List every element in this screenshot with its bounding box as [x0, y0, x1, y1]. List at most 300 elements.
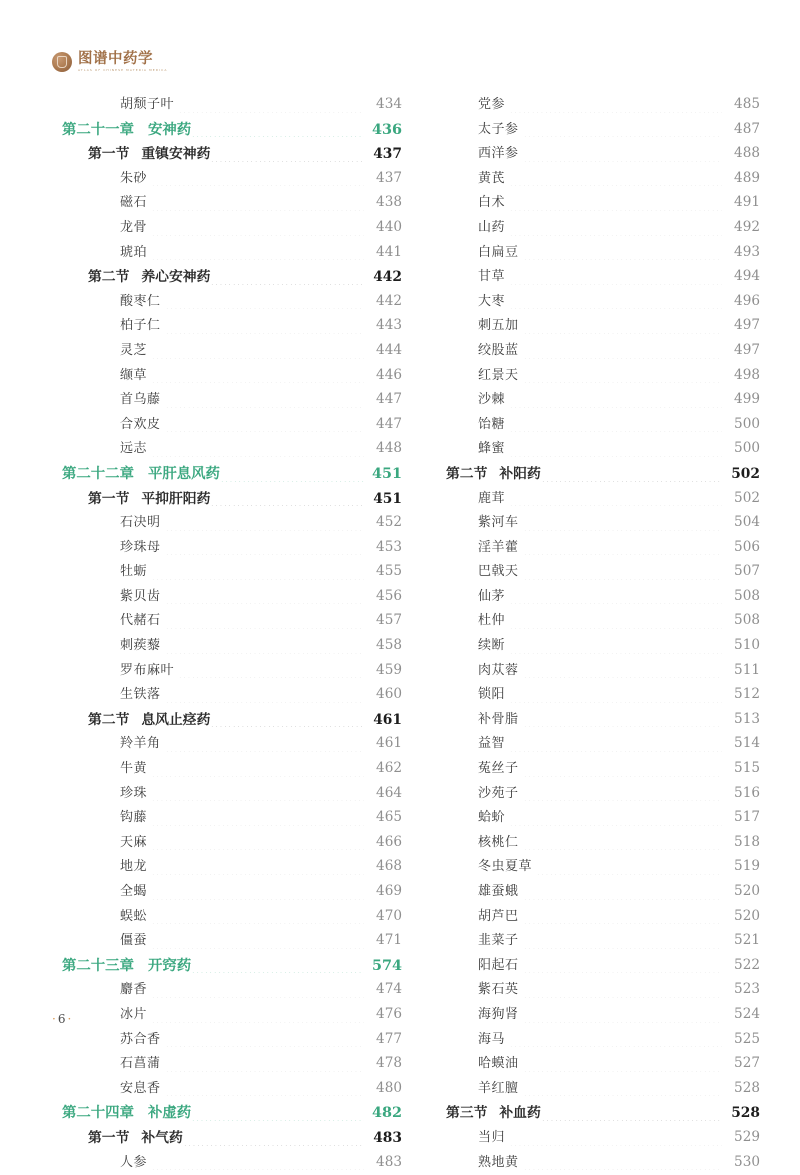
toc-page-number: 436 [371, 120, 402, 138]
dot-leader [151, 825, 364, 826]
toc-entry-label: 沙棘 [478, 392, 506, 408]
toc-entry-number: 第一节 [88, 146, 130, 163]
toc-entry-label [62, 142, 210, 162]
toc-entry-label: 韭菜子 [478, 933, 519, 949]
toc-entry-title: 息风止痉药 [141, 711, 211, 728]
toc-page-number: 459 [376, 661, 402, 678]
dot-leader [165, 1046, 364, 1047]
toc-page-number: 444 [376, 341, 402, 358]
dot-leader [151, 923, 364, 924]
toc-row-entry[interactable] [62, 978, 402, 1003]
toc-row-entry[interactable] [420, 1003, 760, 1028]
logo-text [78, 52, 168, 72]
toc-entry-number: 第二节 [446, 465, 488, 482]
toc-page-number: 442 [373, 269, 402, 286]
toc-entry-label [62, 954, 191, 975]
toc-row-entry[interactable] [420, 929, 760, 954]
dot-leader [151, 1169, 364, 1170]
toc-page-number: 487 [734, 120, 760, 137]
toc-page-number: 527 [734, 1055, 760, 1072]
toc-page-number: 448 [376, 440, 402, 457]
toc-row-section[interactable] [62, 265, 402, 290]
dot-leader [523, 358, 722, 359]
dot-leader [165, 431, 364, 432]
toc-row-entry[interactable] [62, 241, 402, 266]
dot-leader [523, 776, 722, 777]
toc-entry-label: 刺蒺藜 [120, 638, 161, 654]
toc-entry-label: 苏合香 [120, 1031, 161, 1047]
dot-leader [509, 308, 722, 309]
toc-page-number: 483 [373, 1129, 402, 1146]
toc-page-number: 460 [376, 686, 402, 703]
toc-row-entry[interactable] [62, 831, 402, 856]
toc-entry-label: 合欢皮 [120, 416, 161, 432]
toc-entry-label [420, 1101, 541, 1121]
dot-leader [191, 1120, 364, 1121]
toc-page-number: 497 [734, 317, 760, 334]
toc-row-entry[interactable] [420, 683, 760, 708]
toc-page-number: 517 [734, 809, 760, 826]
toc-row-entry[interactable] [420, 1126, 760, 1151]
toc-entry-title: 重镇安神药 [141, 146, 211, 163]
toc-entry-label: 紫贝齿 [120, 588, 161, 604]
dot-leader [509, 751, 722, 752]
toc-page-number: 489 [734, 169, 760, 186]
toc-row-entry[interactable] [420, 978, 760, 1003]
toc-row-entry[interactable] [62, 413, 402, 438]
toc-page-number: 491 [734, 194, 760, 211]
dot-leader [151, 776, 364, 777]
toc-entry-label: 熟地黄 [478, 1154, 519, 1170]
toc-page-number: 508 [734, 612, 760, 629]
toc-row-entry[interactable] [420, 732, 760, 757]
toc-entry-label: 朱砂 [120, 170, 148, 186]
dot-leader [509, 210, 722, 211]
toc-entry-label: 酸枣仁 [120, 293, 161, 309]
toc-entry-label: 僵蚕 [120, 933, 148, 949]
toc-entry-label: 阳起石 [478, 957, 519, 973]
toc-entry-title: 补阳药 [499, 465, 541, 482]
dot-leader [523, 800, 722, 801]
toc-entry-label: 柏子仁 [120, 318, 161, 334]
toc-entry-number: 第三节 [446, 1105, 488, 1122]
toc-row-entry[interactable] [420, 1028, 760, 1053]
dot-leader [523, 726, 722, 727]
dot-leader [151, 997, 364, 998]
toc-row-entry[interactable] [420, 880, 760, 905]
toc-page-number: 499 [734, 391, 760, 408]
toc-row-entry[interactable] [62, 683, 402, 708]
toc-entry-label: 雄蚕蛾 [478, 884, 519, 899]
toc-row-entry[interactable] [62, 511, 402, 536]
toc-row-entry[interactable] [420, 855, 760, 880]
toc-entry-label: 紫河车 [478, 515, 519, 531]
toc-row-entry[interactable] [420, 191, 760, 216]
toc-row-entry[interactable] [62, 929, 402, 954]
toc-row-entry[interactable] [420, 290, 760, 315]
toc-row-chapter[interactable] [62, 462, 402, 487]
dot-leader [509, 1046, 722, 1047]
page-footer [52, 1012, 73, 1026]
toc-row-entry[interactable] [62, 757, 402, 782]
toc-entry-label: 麝香 [120, 982, 148, 998]
toc-row-entry[interactable] [420, 560, 760, 585]
toc-entry-label: 当归 [478, 1129, 506, 1145]
toc-entry-label: 大枣 [478, 293, 506, 309]
toc-columns [0, 93, 800, 1175]
toc-row-entry[interactable] [420, 585, 760, 610]
dot-leader [165, 1095, 364, 1096]
toc-row-entry[interactable] [420, 314, 760, 339]
dot-leader [509, 284, 722, 285]
toc-entry-label: 天麻 [120, 834, 148, 850]
toc-entry-label: 核桃仁 [478, 834, 519, 850]
toc-entry-label: 钩藤 [120, 810, 148, 826]
toc-entry-label: 肉苁蓉 [478, 662, 519, 678]
toc-page-number: 480 [376, 1079, 402, 1096]
toc-entry-label: 羚羊角 [120, 736, 161, 752]
book-header [52, 52, 168, 72]
toc-row-entry[interactable] [62, 560, 402, 585]
toc-row-section[interactable] [420, 1101, 760, 1126]
toc-entry-label: 甘草 [478, 269, 506, 285]
toc-row-entry[interactable] [62, 388, 402, 413]
toc-row-entry[interactable] [420, 634, 760, 659]
toc-entry-label: 黄芪 [478, 170, 506, 186]
toc-entry-label: 白术 [478, 195, 506, 211]
toc-page-number: 474 [376, 981, 402, 998]
toc-page-number: 451 [371, 464, 402, 482]
dot-leader [151, 185, 364, 186]
dot-leader [210, 161, 364, 162]
toc-page-number: 464 [376, 784, 402, 801]
toc-row-chapter[interactable] [62, 1101, 402, 1126]
toc-row-entry[interactable] [62, 634, 402, 659]
toc-entry-label: 鹿茸 [478, 490, 506, 506]
toc-row-entry[interactable] [62, 732, 402, 757]
toc-page-number: 508 [734, 587, 760, 604]
toc-entry-label: 安息香 [120, 1080, 161, 1096]
toc-row-entry[interactable] [420, 782, 760, 807]
book-seal-icon [52, 52, 72, 72]
toc-row-entry[interactable] [420, 905, 760, 930]
dot-leader [509, 702, 722, 703]
dot-leader [165, 653, 364, 654]
toc-entry-number: 第二节 [88, 711, 130, 728]
toc-entry-label: 淫羊藿 [478, 539, 519, 555]
toc-page-number: 521 [734, 932, 760, 949]
dot-leader [523, 948, 722, 949]
toc-row-entry[interactable] [420, 413, 760, 438]
toc-row-entry[interactable] [62, 339, 402, 364]
toc-page-number: 437 [376, 169, 402, 186]
toc-entry-label [62, 1126, 183, 1146]
toc-page-number: 530 [734, 1153, 760, 1170]
toc-row-entry[interactable] [420, 118, 760, 143]
toc-page-number: 523 [734, 981, 760, 998]
toc-row-entry[interactable] [420, 364, 760, 389]
toc-page-number: 525 [734, 1030, 760, 1047]
toc-row-entry[interactable] [420, 609, 760, 634]
toc-entry-label: 生铁落 [120, 687, 161, 703]
toc-row-entry[interactable] [420, 659, 760, 684]
dot-leader [151, 899, 364, 900]
toc-entry-title: 安神药 [147, 120, 192, 138]
toc-entry-label: 西洋参 [478, 146, 519, 162]
toc-entry-label: 胡芦巴 [478, 908, 519, 924]
dot-leader [523, 1095, 722, 1096]
dot-leader [183, 1145, 364, 1146]
toc-row-entry[interactable] [420, 388, 760, 413]
toc-row-entry[interactable] [420, 954, 760, 979]
toc-entry-label: 胡颓子叶 [120, 97, 175, 112]
toc-page-number: 497 [734, 341, 760, 358]
book-title: 图谱中药学 [78, 50, 153, 68]
toc-row-entry[interactable] [62, 1052, 402, 1077]
toc-page-number: 498 [734, 366, 760, 383]
toc-page-number: 500 [734, 415, 760, 432]
dot-leader [523, 972, 722, 973]
dot-leader [509, 1145, 722, 1146]
toc-entry-label: 红景天 [478, 367, 519, 383]
toc-entry-label: 山药 [478, 219, 506, 235]
toc-entry-label: 海马 [478, 1031, 506, 1047]
toc-page-number: 492 [734, 218, 760, 235]
footer-dot-right: · [67, 1012, 74, 1026]
toc-entry-label: 远志 [120, 441, 148, 457]
toc-page-number: 520 [734, 883, 760, 899]
dot-leader [523, 923, 722, 924]
toc-row-entry[interactable] [62, 1028, 402, 1053]
toc-page-number: 455 [376, 563, 402, 580]
toc-row-entry[interactable] [62, 536, 402, 561]
toc-row-section[interactable] [62, 487, 402, 512]
toc-entry-label: 全蝎 [120, 884, 148, 899]
dot-leader [151, 874, 364, 875]
toc-page-number: 466 [376, 833, 402, 850]
toc-row-entry[interactable] [62, 1077, 402, 1102]
dot-leader [523, 161, 722, 162]
toc-row-entry[interactable] [420, 142, 760, 167]
page-number: 6 [57, 1012, 68, 1026]
toc-row-entry[interactable] [62, 1151, 402, 1175]
toc-column-left [62, 93, 402, 1175]
toc-page-number: 461 [376, 735, 402, 752]
toc-row-entry[interactable] [420, 241, 760, 266]
toc-entry-number: 第二十二章 [62, 464, 134, 482]
toc-page-number: 504 [734, 514, 760, 531]
toc-page-number: 477 [376, 1030, 402, 1047]
toc-entry-label: 白扁豆 [478, 244, 519, 260]
toc-row-entry[interactable] [420, 437, 760, 462]
toc-entry-label: 罗布麻叶 [120, 662, 175, 678]
toc-row-entry[interactable] [62, 905, 402, 930]
toc-row-entry[interactable] [420, 487, 760, 512]
toc-page-number: 488 [734, 145, 760, 162]
dot-leader [523, 1022, 722, 1023]
dot-leader [165, 308, 364, 309]
dot-leader [509, 235, 722, 236]
toc-row-chapter[interactable] [62, 118, 402, 143]
toc-page-number: 516 [734, 784, 760, 801]
toc-entry-title: 开窍药 [147, 956, 192, 974]
toc-page-number: 482 [371, 1104, 402, 1122]
toc-row-entry[interactable] [62, 314, 402, 339]
toc-page-number: 468 [376, 858, 402, 875]
dot-leader [523, 1071, 722, 1072]
toc-entry-label: 仙茅 [478, 588, 506, 604]
dot-leader [509, 603, 722, 604]
toc-page-number: 510 [734, 637, 760, 654]
toc-column-right [420, 93, 760, 1175]
dot-leader [509, 431, 722, 432]
toc-row-entry[interactable] [62, 806, 402, 831]
dot-leader [165, 628, 364, 629]
dot-leader [536, 874, 722, 875]
dot-leader [523, 677, 722, 678]
toc-entry-number: 第一节 [88, 490, 130, 507]
toc-row-entry[interactable] [420, 93, 760, 118]
toc-row-entry[interactable] [420, 511, 760, 536]
toc-entry-label [62, 118, 191, 139]
toc-row-entry[interactable] [420, 831, 760, 856]
toc-row-entry[interactable] [62, 437, 402, 462]
toc-page-number: 522 [734, 956, 760, 973]
toc-page-number: 461 [373, 711, 402, 728]
toc-page-number: 500 [734, 440, 760, 457]
dot-leader [178, 112, 364, 113]
toc-page-number: 441 [376, 243, 402, 260]
dot-leader [523, 530, 722, 531]
dot-leader [509, 407, 722, 408]
toc-page-number: 442 [376, 292, 402, 309]
toc-entry-label: 补骨脂 [478, 711, 519, 727]
dot-leader [523, 136, 722, 137]
toc-row-entry[interactable] [420, 536, 760, 561]
toc-entry-label: 牡蛎 [120, 564, 148, 580]
toc-entry-label [62, 487, 210, 507]
toc-page-number: 493 [734, 243, 760, 260]
toc-row-entry[interactable] [62, 855, 402, 880]
dot-leader [509, 456, 722, 457]
toc-page-number: 528 [731, 1105, 760, 1122]
toc-row-entry[interactable] [420, 339, 760, 364]
toc-row-entry[interactable] [420, 1052, 760, 1077]
toc-row-entry[interactable] [420, 1151, 760, 1175]
toc-page-number: 574 [371, 956, 402, 974]
dot-leader [509, 185, 722, 186]
toc-entry-title: 平肝息风药 [147, 464, 220, 482]
toc-entry-title: 平抑肝阳药 [141, 490, 211, 507]
toc-page-number: 478 [376, 1055, 402, 1072]
toc-page-number: 456 [376, 587, 402, 604]
toc-entry-label: 琥珀 [120, 244, 148, 260]
toc-row-section[interactable] [62, 708, 402, 733]
toc-row-entry[interactable] [62, 782, 402, 807]
toc-page-number: 511 [734, 661, 760, 678]
toc-entry-label: 刺五加 [478, 318, 519, 334]
toc-row-entry[interactable] [62, 609, 402, 634]
dot-leader [151, 259, 364, 260]
toc-entry-label: 地龙 [120, 859, 148, 875]
toc-row-section[interactable] [62, 1126, 402, 1151]
dot-leader [541, 481, 722, 482]
toc-row-entry[interactable] [420, 265, 760, 290]
toc-entry-label [62, 1101, 191, 1122]
toc-row-section[interactable] [62, 142, 402, 167]
toc-entry-label: 蛤蚧 [478, 810, 506, 826]
toc-page-number: 520 [734, 907, 760, 924]
toc-row-entry[interactable] [62, 290, 402, 315]
toc-entry-label: 益智 [478, 736, 506, 752]
toc-row-entry[interactable] [420, 1077, 760, 1102]
dot-leader [523, 554, 722, 555]
dot-leader [151, 456, 364, 457]
toc-page-number: 462 [376, 760, 402, 777]
toc-entry-label: 人参 [120, 1154, 148, 1170]
toc-entry-label: 紫石英 [478, 982, 519, 998]
toc-row-entry[interactable] [62, 216, 402, 241]
toc-row-entry[interactable] [62, 191, 402, 216]
dot-leader [509, 825, 722, 826]
toc-entry-label: 石菖蒲 [120, 1056, 161, 1072]
toc-entry-title: 补虚药 [147, 1104, 192, 1122]
toc-entry-label: 石决明 [120, 515, 161, 531]
toc-row-entry[interactable] [420, 216, 760, 241]
toc-row-entry[interactable] [62, 659, 402, 684]
dot-leader [509, 112, 722, 113]
toc-row-section[interactable] [420, 462, 760, 487]
dot-leader [151, 948, 364, 949]
dot-leader [523, 333, 722, 334]
toc-page-number: 453 [376, 538, 402, 555]
toc-row-entry[interactable] [62, 1003, 402, 1028]
toc-page-number: 507 [734, 563, 760, 580]
toc-page-number: 519 [734, 858, 760, 875]
toc-row-entry[interactable] [62, 585, 402, 610]
dot-leader [220, 481, 364, 482]
dot-leader [541, 1120, 722, 1121]
dot-leader [151, 849, 364, 850]
toc-row-entry[interactable] [62, 93, 402, 118]
toc-page-number: 437 [373, 146, 402, 163]
toc-entry-label: 太子参 [478, 121, 519, 137]
toc-row-entry[interactable] [420, 708, 760, 733]
toc-entry-label: 沙苑子 [478, 785, 519, 801]
toc-page-number: 452 [376, 514, 402, 531]
toc-entry-label [420, 462, 541, 482]
toc-row-entry[interactable] [62, 364, 402, 389]
toc-entry-label: 冰片 [120, 1006, 148, 1022]
dot-leader [509, 653, 722, 654]
toc-page-number: 447 [376, 391, 402, 408]
toc-entry-label: 代赭石 [120, 613, 161, 629]
toc-page-number: 483 [376, 1153, 402, 1170]
toc-row-chapter[interactable] [62, 954, 402, 979]
book-subtitle: ATLAS OF CHINESE MATERIA MEDICA [78, 67, 168, 72]
toc-entry-label: 锁阳 [478, 687, 506, 703]
toc-page-number: 528 [734, 1079, 760, 1096]
dot-leader [165, 530, 364, 531]
toc-row-entry[interactable] [420, 757, 760, 782]
toc-row-entry[interactable] [62, 167, 402, 192]
toc-entry-label: 巴戟天 [478, 564, 519, 580]
toc-row-entry[interactable] [420, 806, 760, 831]
toc-entry-number: 第二节 [88, 269, 130, 286]
toc-entry-number: 第二十三章 [62, 956, 134, 974]
toc-row-entry[interactable] [62, 880, 402, 905]
toc-row-entry[interactable] [420, 167, 760, 192]
